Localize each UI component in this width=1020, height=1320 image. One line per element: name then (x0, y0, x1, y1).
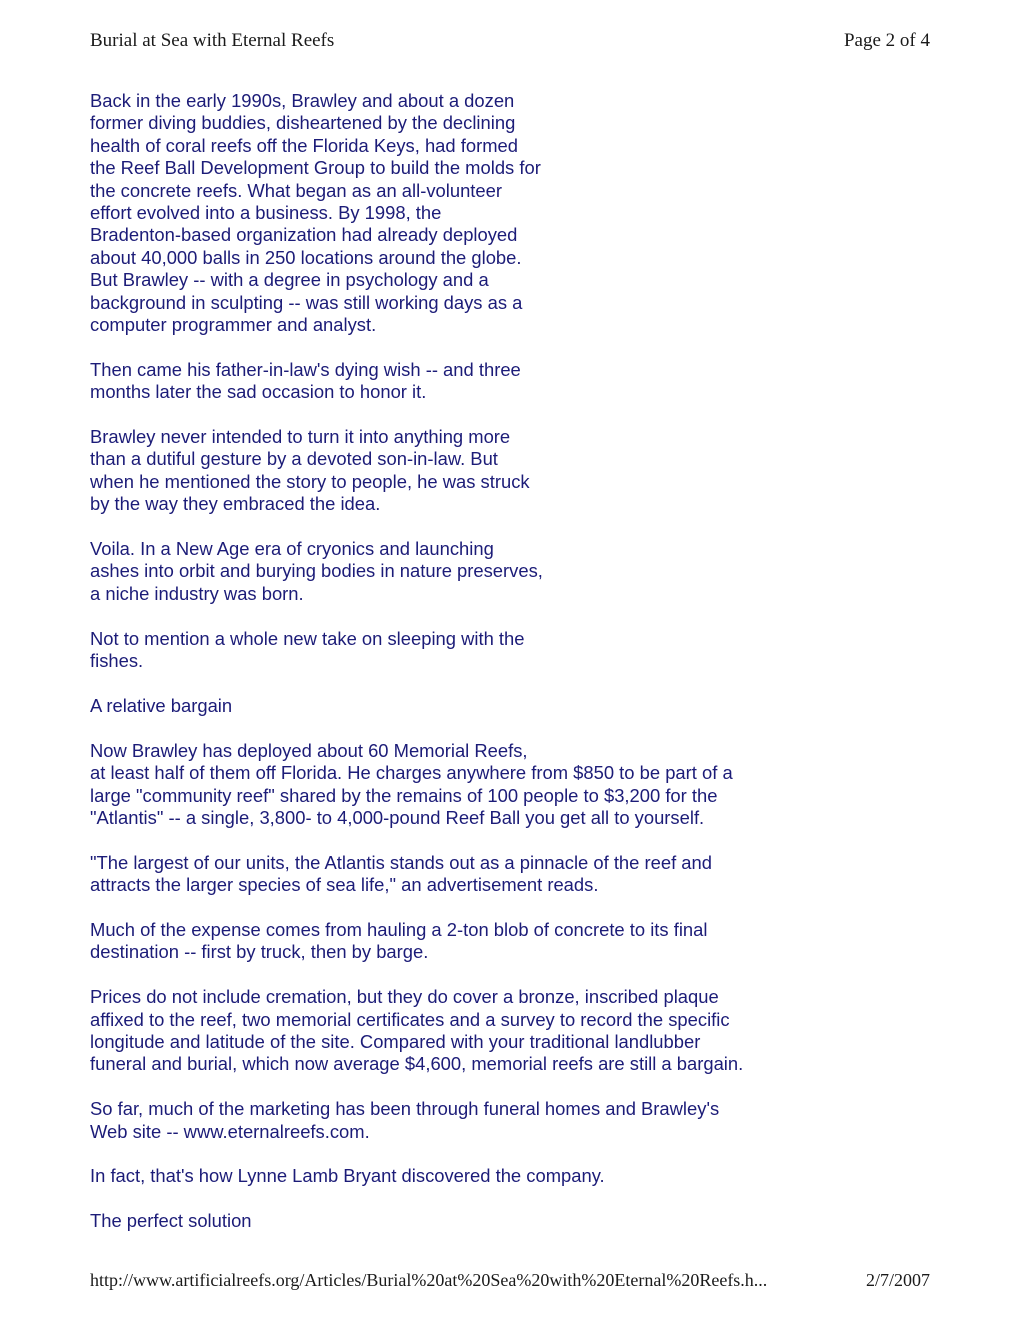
text-line: Back in the early 1990s, Brawley and about a dozen (90, 90, 515, 111)
text-line: A relative bargain (90, 694, 233, 716)
text-line: computer programmer and analyst. (90, 314, 377, 336)
text-line: large "community reef" shared by the remains of 100 people to $3,200 for the (90, 784, 718, 806)
text-line: funeral and burial, which now average $4,600, memorial reefs are still a bargain. (90, 1053, 744, 1075)
text-line: Prices do not include cremation, but they do cover a bronze, inscribed plaque (90, 986, 719, 1008)
text-line: ashes into orbit and burying bodies in nature preserves, (90, 560, 543, 582)
article-paragraph (90, 695, 850, 717)
page-header-title: Burial at Sea with Eternal Reefs (90, 30, 335, 51)
article-paragraph (90, 986, 850, 1076)
text-line: months later the sad occasion to honor it. (90, 381, 427, 403)
text-line: the Reef Ball Development Group to build the molds for (90, 157, 541, 179)
article-paragraph (90, 740, 850, 830)
article-paragraph (90, 90, 850, 336)
article-paragraph (90, 426, 850, 516)
text-line: "Atlantis" -- a single, 3,800- to 4,000-pound Reef Ball you get all to yourself. (90, 806, 705, 828)
article-paragraph (90, 1098, 850, 1143)
text-line: attracts the larger species of sea life," an advertisement reads. (90, 874, 599, 896)
text-line: than a dutiful gesture by a devoted son-in-law. But (90, 448, 498, 470)
page-number: Page 2 of 4 (843, 30, 930, 51)
article-paragraph (90, 628, 850, 673)
text-line: Voila. In a New Age era of cryonics and launching (90, 538, 494, 560)
text-line: Now Brawley has deployed about 60 Memorial Reefs, (90, 739, 528, 761)
text-line: at least half of them off Florida. He charges anywhere from $850 to be part of a (90, 762, 733, 784)
text-line: former diving buddies, disheartened by the declining (90, 112, 516, 134)
text-line: when he mentioned the story to people, he was struck (90, 470, 530, 492)
text-line: fishes. (90, 650, 144, 672)
text-line: affixed to the reef, two memorial certificates and a survey to record the specific (90, 1008, 730, 1030)
text-line: The perfect solution (90, 1210, 252, 1232)
text-line: Web site -- www.eternalreefs.com. (90, 1120, 370, 1142)
text-line: So far, much of the marketing has been through funeral homes and Brawley's (90, 1098, 720, 1120)
article-paragraph (90, 359, 850, 404)
text-line: background in sculpting -- was still working days as a (90, 291, 523, 313)
text-line: Then came his father-in-law's dying wish -- and three (90, 358, 521, 380)
text-line: a niche industry was born. (90, 582, 304, 604)
footer-url: http://www.artificialreefs.org/Articles/Burial%20at%20Sea%20with%20Eternal%20Reefs.h... (90, 1270, 768, 1290)
article-paragraph (90, 852, 850, 897)
text-line: longitude and latitude of the site. Compared with your traditional landlubber (90, 1030, 701, 1052)
article-paragraph (90, 538, 850, 605)
text-line: destination -- first by truck, then by barge. (90, 941, 429, 963)
text-line: Not to mention a whole new take on sleeping with the (90, 627, 525, 649)
text-line: Much of the expense comes from hauling a 2-ton blob of concrete to its final (90, 918, 708, 940)
text-line: by the way they embraced the idea. (90, 493, 381, 515)
article-paragraph (90, 919, 850, 964)
text-line: the concrete reefs. What began as an all-volunteer (90, 179, 502, 201)
text-line: about 40,000 balls in 250 locations around the globe. (90, 246, 522, 268)
text-line: effort evolved into a business. By 1998, the (90, 202, 442, 224)
article-paragraph (90, 1210, 850, 1232)
text-line: In fact, that's how Lynne Lamb Bryant discovered the company. (90, 1165, 605, 1187)
footer-date: 2/7/2007 (865, 1270, 930, 1290)
article-paragraph (90, 1165, 850, 1187)
text-line: Brawley never intended to turn it into anything more (90, 426, 511, 448)
article-body (90, 90, 850, 1255)
text-line: health of coral reefs off the Florida Keys, had formed (90, 134, 518, 156)
text-line: "The largest of our units, the Atlantis stands out as a pinnacle of the reef and (90, 851, 712, 873)
text-line: But Brawley -- with a degree in psychology and a (90, 269, 489, 291)
text-line: Bradenton-based organization had already deployed (90, 224, 518, 246)
